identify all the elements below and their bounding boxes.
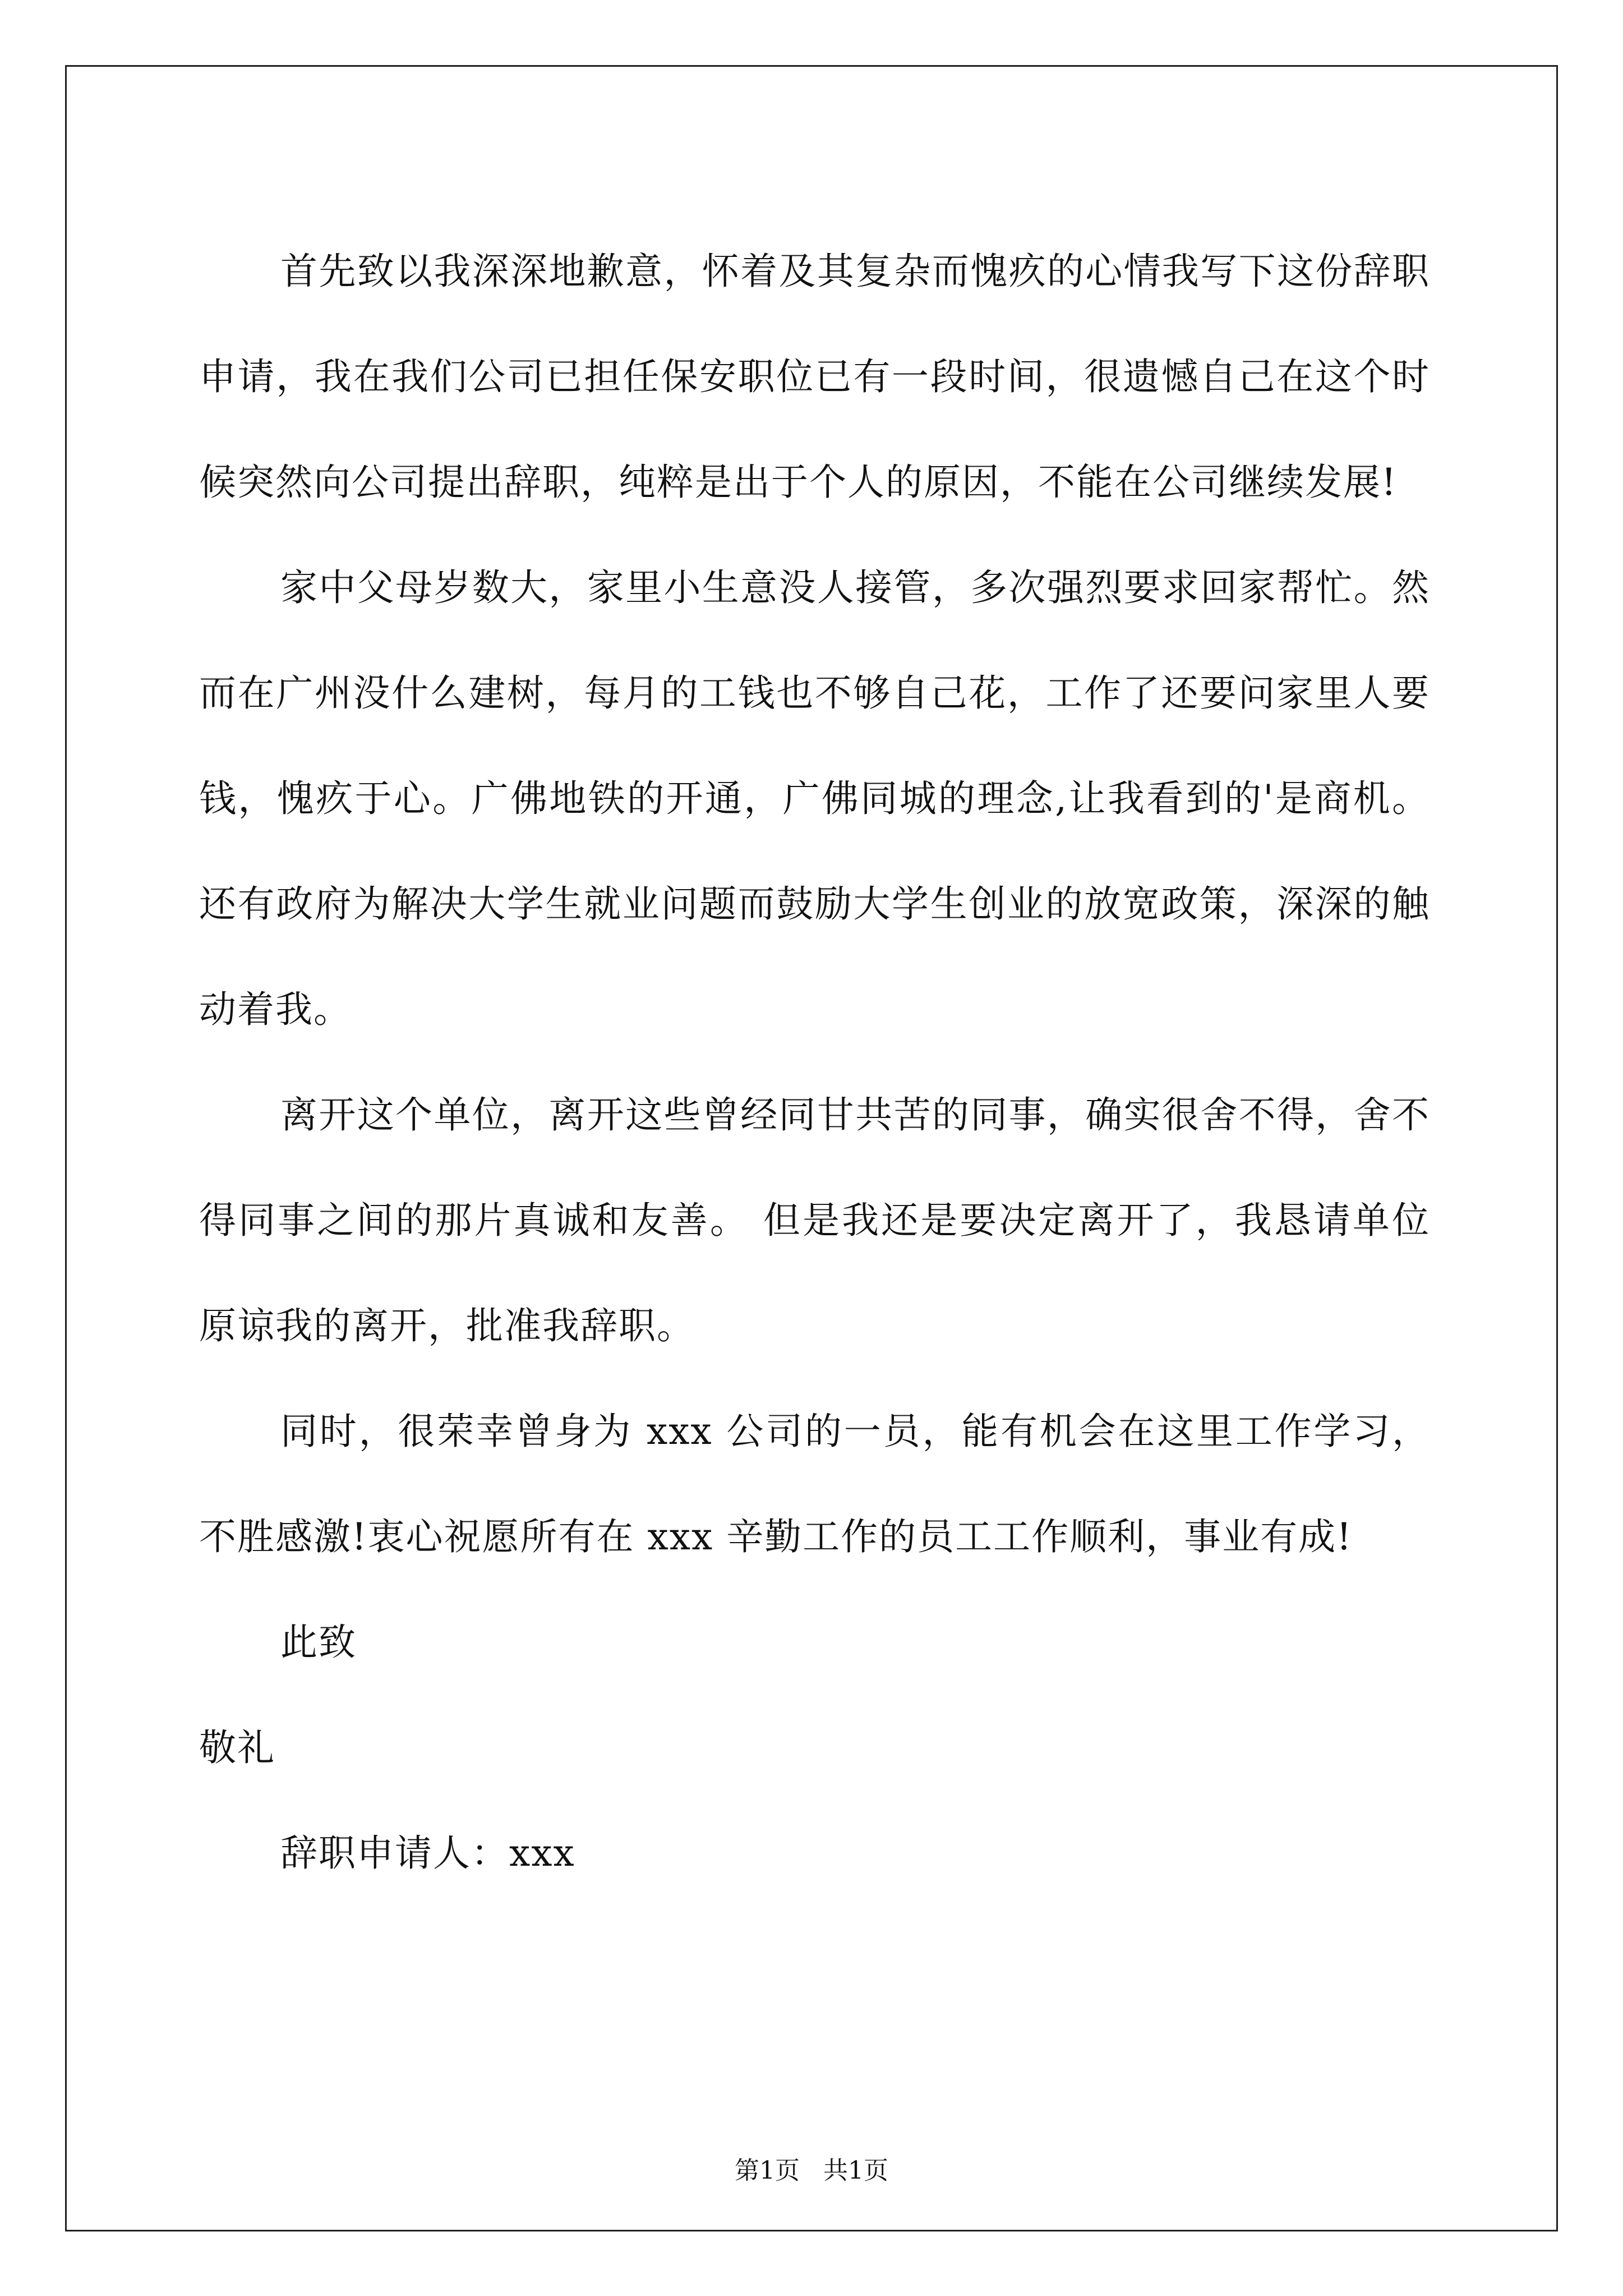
document-body <box>199 219 1430 1906</box>
paragraph-3: 离开这个单位，离开这些曾经同甘共苦的同事，确实很舍不得，舍不得同事之间的那片真诚和友善。 但是我还是要决定离开了，我恳请单位原谅我的离开，批准我辞职。 <box>199 1093 1430 1347</box>
closing-salutation: 此致 <box>280 1621 357 1664</box>
page-footer <box>0 2154 1623 2188</box>
paragraph-1: 首先致以我深深地歉意，怀着及其复杂而愧疚的心情我写下这份辞职申请，我在我们公司已担任保安职位已有一段时间，很遗憾自己在这个时候突然向公司提出辞职，纯粹是出于个人的原因，不能在公司继续发展! <box>199 250 1430 504</box>
paragraph-4: 同时，很荣幸曾身为 xxx 公司的一员，能有机会在这里工作学习，不胜感激!衷心祝愿所有在 xxx 辛勤工作的员工工作顺利，事业有成! <box>199 1410 1430 1558</box>
paragraph-2: 家中父母岁数大，家里小生意没人接管，多次强烈要求回家帮忙。然而在广州没什么建树，每月的工钱也不够自己花，工作了还要问家里人要钱，愧疚于心。广佛地铁的开通，广佛同城的理念,让我看到的'是商机。还有政府为解决大学生就业问题而鼓励大学生创业的放宽政策，深深的触动着我。 <box>199 566 1430 1031</box>
page-number: 第1页 共1页 <box>735 2156 888 2185</box>
closing-regards: 敬礼 <box>199 1726 275 1769</box>
signature-line: 辞职申请人：xxx <box>280 1832 575 1875</box>
